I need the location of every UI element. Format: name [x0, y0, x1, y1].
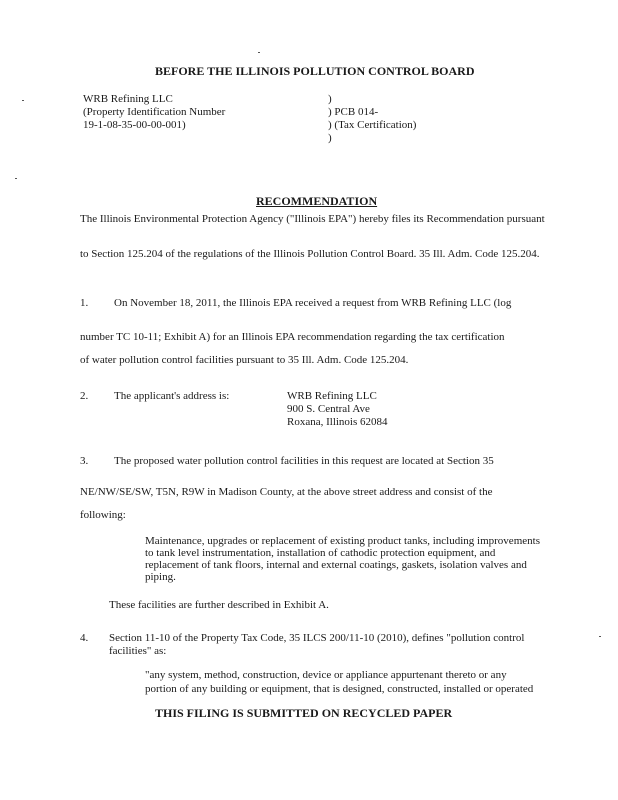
statutory-quote	[145, 668, 533, 696]
quote-line: replacement of tank floors, internal and external coatings, gaskets, isolation valves and	[145, 559, 527, 571]
address-line: Roxana, Illinois 62084	[287, 416, 388, 428]
paragraph-number: 3.	[80, 455, 89, 467]
paragraph-number: 4.	[80, 632, 89, 644]
scan-speck	[599, 636, 601, 637]
caption-case-number: ) PCB 014-	[328, 106, 379, 118]
paragraph-line: number TC 10-11; Exhibit A) for an Illinois EPA recommendation regarding the tax certification	[80, 331, 505, 343]
address-line: WRB Refining LLC	[287, 390, 377, 402]
scan-speck	[15, 178, 17, 179]
paragraph-number: 2.	[80, 390, 89, 402]
intro-line: to Section 125.204 of the regulations of the Illinois Pollution Control Board. 35 Ill. Adm. Code 125.204.	[80, 248, 540, 260]
paragraph-line: Section 11-10 of the Property Tax Code, 35 ILCS 200/11-10 (2010), defines "pollution control	[109, 632, 525, 644]
scan-speck	[22, 100, 24, 101]
paragraph-line: NE/NW/SE/SW, T5N, R9W in Madison County, at the above street address and consist of the	[80, 486, 493, 498]
quote-line: piping.	[145, 571, 176, 583]
quote-line: Maintenance, upgrades or replacement of existing product tanks, including improvements	[145, 535, 540, 547]
caption-bracket: )	[328, 93, 332, 105]
facility-description	[145, 535, 540, 583]
quote-line: portion of any building or equipment, that is designed, constructed, installed or operated	[145, 683, 534, 695]
intro-line: The Illinois Environmental Protection Agency ("Illinois EPA") hereby files its Recommendation pursuant	[80, 213, 545, 225]
caption-bracket: )	[328, 132, 332, 144]
address-label: The applicant's address is:	[114, 390, 230, 402]
scan-speck	[258, 52, 260, 53]
caption-right	[328, 93, 416, 145]
caption-pin-label: (Property Identification Number	[83, 106, 226, 118]
paragraph-line: On November 18, 2011, the Illinois EPA received a request from WRB Refining LLC (log	[114, 297, 512, 309]
caption-party: WRB Refining LLC	[83, 93, 173, 105]
board-title: BEFORE THE ILLINOIS POLLUTION CONTROL BOARD	[155, 64, 475, 78]
recommendation-heading: RECOMMENDATION	[256, 194, 378, 208]
exhibit-reference: These facilities are further described in Exhibit A.	[109, 599, 329, 611]
paragraph-line: of water pollution control facilities pursuant to 35 Ill. Adm. Code 125.204.	[80, 354, 409, 366]
caption-case-type: ) (Tax Certification)	[328, 119, 417, 131]
applicant-address	[287, 390, 388, 429]
recycled-paper-notice: THIS FILING IS SUBMITTED ON RECYCLED PAPER	[155, 706, 453, 720]
paragraph-line: facilities" as:	[109, 645, 167, 657]
paragraph-line: following:	[80, 509, 126, 521]
address-line: 900 S. Central Ave	[287, 403, 370, 415]
quote-line: "any system, method, construction, device or appliance appurtenant thereto or any	[145, 669, 507, 681]
caption-left	[83, 93, 225, 132]
caption-pin-number: 19-1-08-35-00-00-001)	[83, 119, 186, 131]
paragraph-number: 1.	[80, 297, 89, 309]
paragraph-line: The proposed water pollution control facilities in this request are located at Section 35	[114, 455, 494, 467]
quote-line: to tank level instrumentation, installation of cathodic protection equipment, and	[145, 547, 496, 559]
